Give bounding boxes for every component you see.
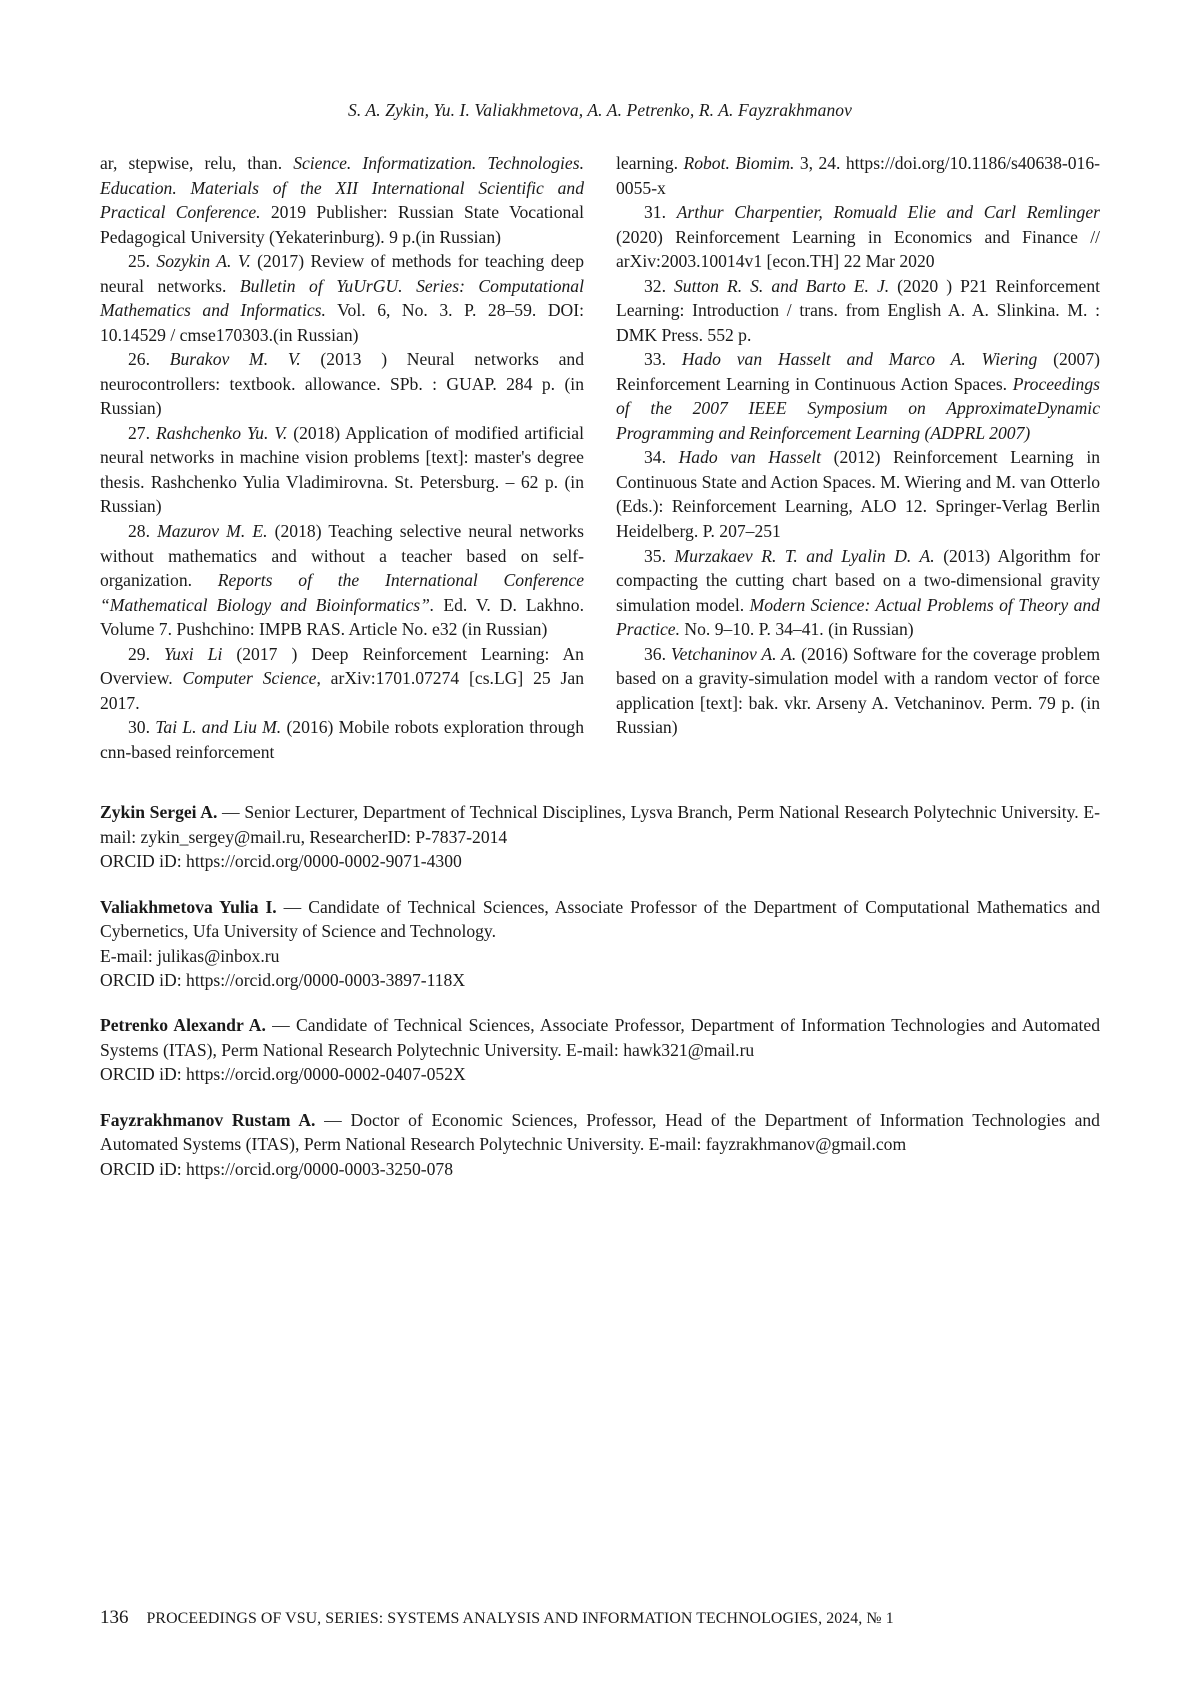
reference-entry: 28. Mazurov M. E. (2018) Teaching selective neural networks without mathematics and without a teacher based on self-organization. Reports of the International Conference “Mathematical Biology and Bioinformatics”. Ed. V. D. Lakhno. Volume 7. Pushchino: IMPB RAS. Article No. e32 (in Russian) xyxy=(100,520,585,640)
author-bio: Zykin Sergei A. — Senior Lecturer, Department of Technical Disciplines, Lysva Branch, Perm National Research Polytechnic University. E-mail: zykin_sergey@mail.ru, ResearcherID: P-7837-2014 ORCID iD: https://orcid.org/0000-0002-9071-4300 xyxy=(100,802,1100,872)
reference-entry: 35. Murzakaev R. T. and Lyalin D. A. (2013) Algorithm for compacting the cutting chart based on a two-dimensional gravity simulation model. Modern Science: Actual Problems of Theory and Practice. No. 9–10. P. 34–41. (in Russian) xyxy=(616,545,1101,640)
page-number: 136 xyxy=(100,1607,129,1628)
reference-entry: 26. Burakov M. V. (2013 ) Neural networks and neurocontrollers: textbook. allowance. SPb. : GUAP. 284 p. (in Russian) xyxy=(100,349,584,419)
reference-entry: 33. Hado van Hasselt and Marco A. Wiering (2007) Reinforcement Learning in Continuous Action Spaces. Proceedings of the 2007 IEEE Symposium on ApproximateDynamic Programming and Reinforcement Learning (ADPRL 2007) xyxy=(616,349,1100,443)
author-bio: Fayzrakhmanov Rustam A. — Doctor of Economic Sciences, Professor, Head of the Department of Information Technologies and Automated Systems (ITAS), Perm National Research Polytechnic University. E-mail: fayzrakhmanov@gmail.com ORCID iD: https://orcid.org/0000-0003-3250-078 xyxy=(100,1109,1100,1179)
author-bio: Petrenko Alexandr A. — Candidate of Technical Sciences, Associate Professor, Department of Information Technologies and Automated Systems (ITAS), Perm National Research Polytechnic University. E-mail: hawk321@mail.ru ORCID iD: https://orcid.org/0000-0002-0407-052X xyxy=(100,1015,1101,1085)
reference-entry: 31. Arthur Charpentier, Romuald Elie and Carl Remlinger (2020) Reinforcement Learning in Economics and Finance // arXiv:2003.10014v1 [econ.TH] 22 Mar 2020 xyxy=(616,202,1101,272)
reference-column-right xyxy=(616,151,1100,764)
reference-entry: 29. Yuxi Li (2017 ) Deep Reinforcement Learning: An Overview. Computer Science, arXiv:1701.07274 [cs.LG] 25 Jan 2017. xyxy=(100,643,585,713)
reference-entry: 36. Vetchaninov A. A. (2016) Software for the coverage problem based on a gravity-simulation model with a random vector of force application [text]: bak. vkr. Arseny A. Vetchaninov. Perm. 79 p. (in Russian) xyxy=(616,643,1101,738)
author-bio: Valiakhmetova Yulia I. — Candidate of Technical Sciences, Associate Professor of the Department of Computational Mathematics and Cybernetics, Ufa University of Science and Technology. E-mail: julikas@inbox.ru ORCID iD: https://orcid.org/0000-0003-3897-118X xyxy=(100,896,1100,990)
reference-entry: learning. Robot. Biomim. 3, 24. https://doi.org/10.1186/s40638-016-0055-x xyxy=(616,153,1100,198)
reference-entry: 30. Tai L. and Liu M. (2016) Mobile robots exploration through cnn-based reinforcement xyxy=(100,717,585,762)
author-bios xyxy=(100,800,1100,1181)
reference-entry: 27. Rashchenko Yu. V. (2018) Application of modified artificial neural networks in machine vision problems [text]: master's degree thesis. Rashchenko Yulia Vladimirovna. St. Petersburg. – 62 p. (in Russian) xyxy=(100,422,584,517)
reference-columns xyxy=(100,151,1100,764)
reference-entry: ar, stepwise, relu, than. Science. Informatization. Technologies. Education. Materials of the XII International Scientific and Practical Conference. 2019 Publisher: Russian State Vocational Pedagogical University (Yekaterinburg). 9 p.(in Russian) xyxy=(100,153,584,247)
running-head: S. A. Zykin, Yu. I. Valiakhmetova, A. A. Petrenko, R. A. Fayzrakhmanov xyxy=(347,100,853,120)
page-content xyxy=(100,0,1100,1697)
reference-entry: 34. Hado van Hasselt (2012) Reinforcement Learning in Continuous State and Action Spaces. M. Wiering and M. van Otterlo (Eds.): Reinforcement Learning, ALO 12. Springer-Verlag Berlin Heidelberg. P. 207–251 xyxy=(616,447,1100,541)
reference-entry: 32. Sutton R. S. and Barto E. J. (2020 ) P21 Reinforcement Learning: Introduction / trans. from English A. A. Slinkina. M. : DMK Press. 552 p. xyxy=(616,275,1101,345)
page-footer xyxy=(100,1607,1100,1629)
reference-entry: 25. Sozykin A. V. (2017) Review of methods for teaching deep neural networks. Bulletin of YuUrGU. Series: Computational Mathematics and Informatics. Vol. 6, No. 3. P. 28–59. DOI: 10.14529 / cmse170303.(in Russian) xyxy=(100,251,584,345)
reference-column-left xyxy=(100,151,584,764)
journal-footer-line: PROCEEDINGS OF VSU, SERIES: SYSTEMS ANALYSIS AND INFORMATION TECHNOLOGIES, 2024, № 1 xyxy=(146,1610,894,1627)
